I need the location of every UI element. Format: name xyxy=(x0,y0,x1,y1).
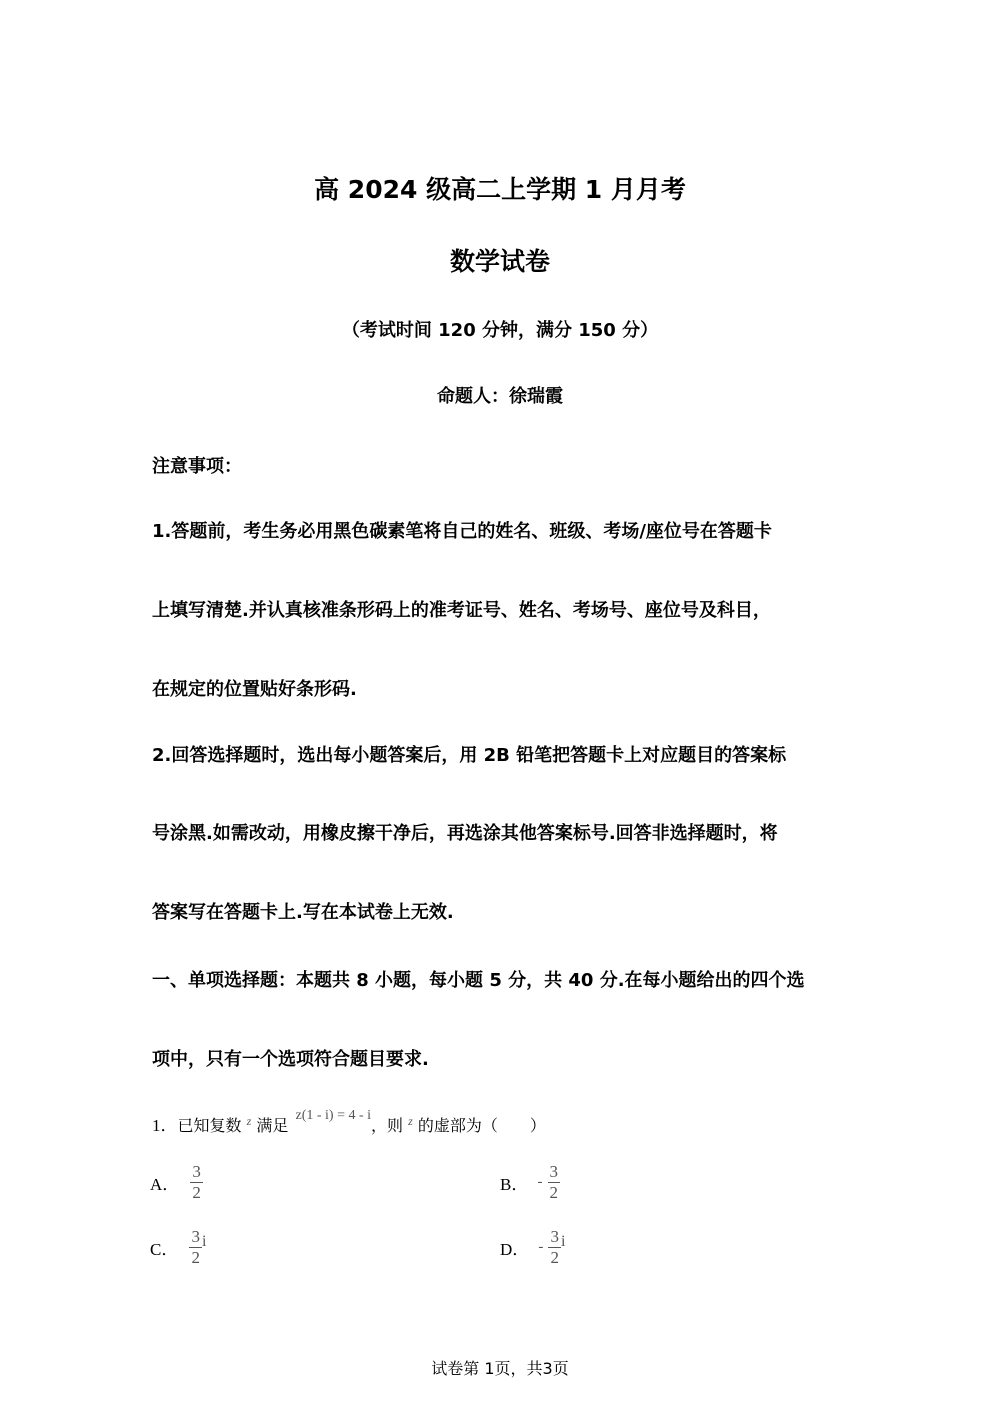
math-var-z: z xyxy=(408,1114,413,1128)
question-text: 满足 xyxy=(256,1116,289,1135)
fraction xyxy=(548,1227,561,1268)
fraction-numerator: 3 xyxy=(192,1162,201,1181)
minus-sign: - xyxy=(537,1174,543,1190)
option-label: D． xyxy=(500,1240,530,1259)
section-heading: 一、单项选择题：本题共 8 小题，每小题 5 分，共 40 分.在每小题给出的四个选 xyxy=(152,970,805,991)
exam-title: 高 2024 级高二上学期 1 月月考 xyxy=(314,175,686,204)
option-label: C． xyxy=(150,1240,179,1259)
option-a[interactable] xyxy=(150,1162,203,1203)
fraction xyxy=(190,1162,203,1203)
section-heading: 项中，只有一个选项符合题目要求. xyxy=(152,1049,429,1070)
imaginary-unit: i xyxy=(560,1232,566,1250)
option-label: B． xyxy=(500,1175,529,1194)
option-label: A． xyxy=(150,1175,180,1194)
notes-heading: 注意事项： xyxy=(152,456,242,477)
notes-line: 上填写清楚.并认真核准条形码上的准考证号、姓名、考场号、座位号及科目， xyxy=(152,600,771,621)
math-equation: z(1 - i) = 4 - i xyxy=(295,1108,372,1123)
fraction-denominator: 2 xyxy=(550,1248,559,1267)
option-d[interactable] xyxy=(500,1227,565,1268)
question-text: 已知复数 xyxy=(177,1116,242,1135)
fraction-denominator: 2 xyxy=(549,1183,559,1202)
notes-line: 号涂黑.如需改动，用橡皮擦干净后，再选涂其他答案标号.回答非选择题时，将 xyxy=(152,823,778,844)
math-var-z: z xyxy=(246,1114,252,1128)
question-number: 1． xyxy=(152,1116,178,1135)
option-b[interactable] xyxy=(500,1162,560,1203)
notes-line: 答案写在答题卡上.写在本试卷上无效. xyxy=(152,902,454,923)
minus-sign: - xyxy=(538,1239,544,1255)
question-text: ，则 xyxy=(371,1116,404,1135)
exam-author: 命题人：徐瑞霞 xyxy=(437,386,563,407)
fraction xyxy=(548,1162,561,1203)
question-1 xyxy=(152,1108,546,1136)
fraction-denominator: 2 xyxy=(191,1248,200,1267)
notes-line: 2.回答选择题时，选出每小题答案后，用 2B 铅笔把答题卡上对应题目的答案标 xyxy=(152,745,787,766)
page-footer: 试卷第 1页，共3页 xyxy=(431,1359,569,1378)
exam-subject: 数学试卷 xyxy=(449,247,550,276)
fraction xyxy=(189,1227,202,1268)
exam-time-info: （考试时间 120 分钟，满分 150 分） xyxy=(341,320,659,341)
fraction-denominator: 2 xyxy=(192,1183,201,1202)
fraction-numerator: 3 xyxy=(191,1227,200,1246)
notes-line: 在规定的位置贴好条形码. xyxy=(152,679,357,700)
notes-line: 1.答题前，考生务必用黑色碳素笔将自己的姓名、班级、考场/座位号在答题卡 xyxy=(152,521,772,542)
option-c[interactable] xyxy=(150,1227,206,1268)
fraction-numerator: 3 xyxy=(549,1162,559,1181)
fraction-numerator: 3 xyxy=(550,1227,559,1246)
imaginary-unit: i xyxy=(201,1232,207,1250)
question-text: 的虚部为（ ） xyxy=(417,1116,546,1135)
